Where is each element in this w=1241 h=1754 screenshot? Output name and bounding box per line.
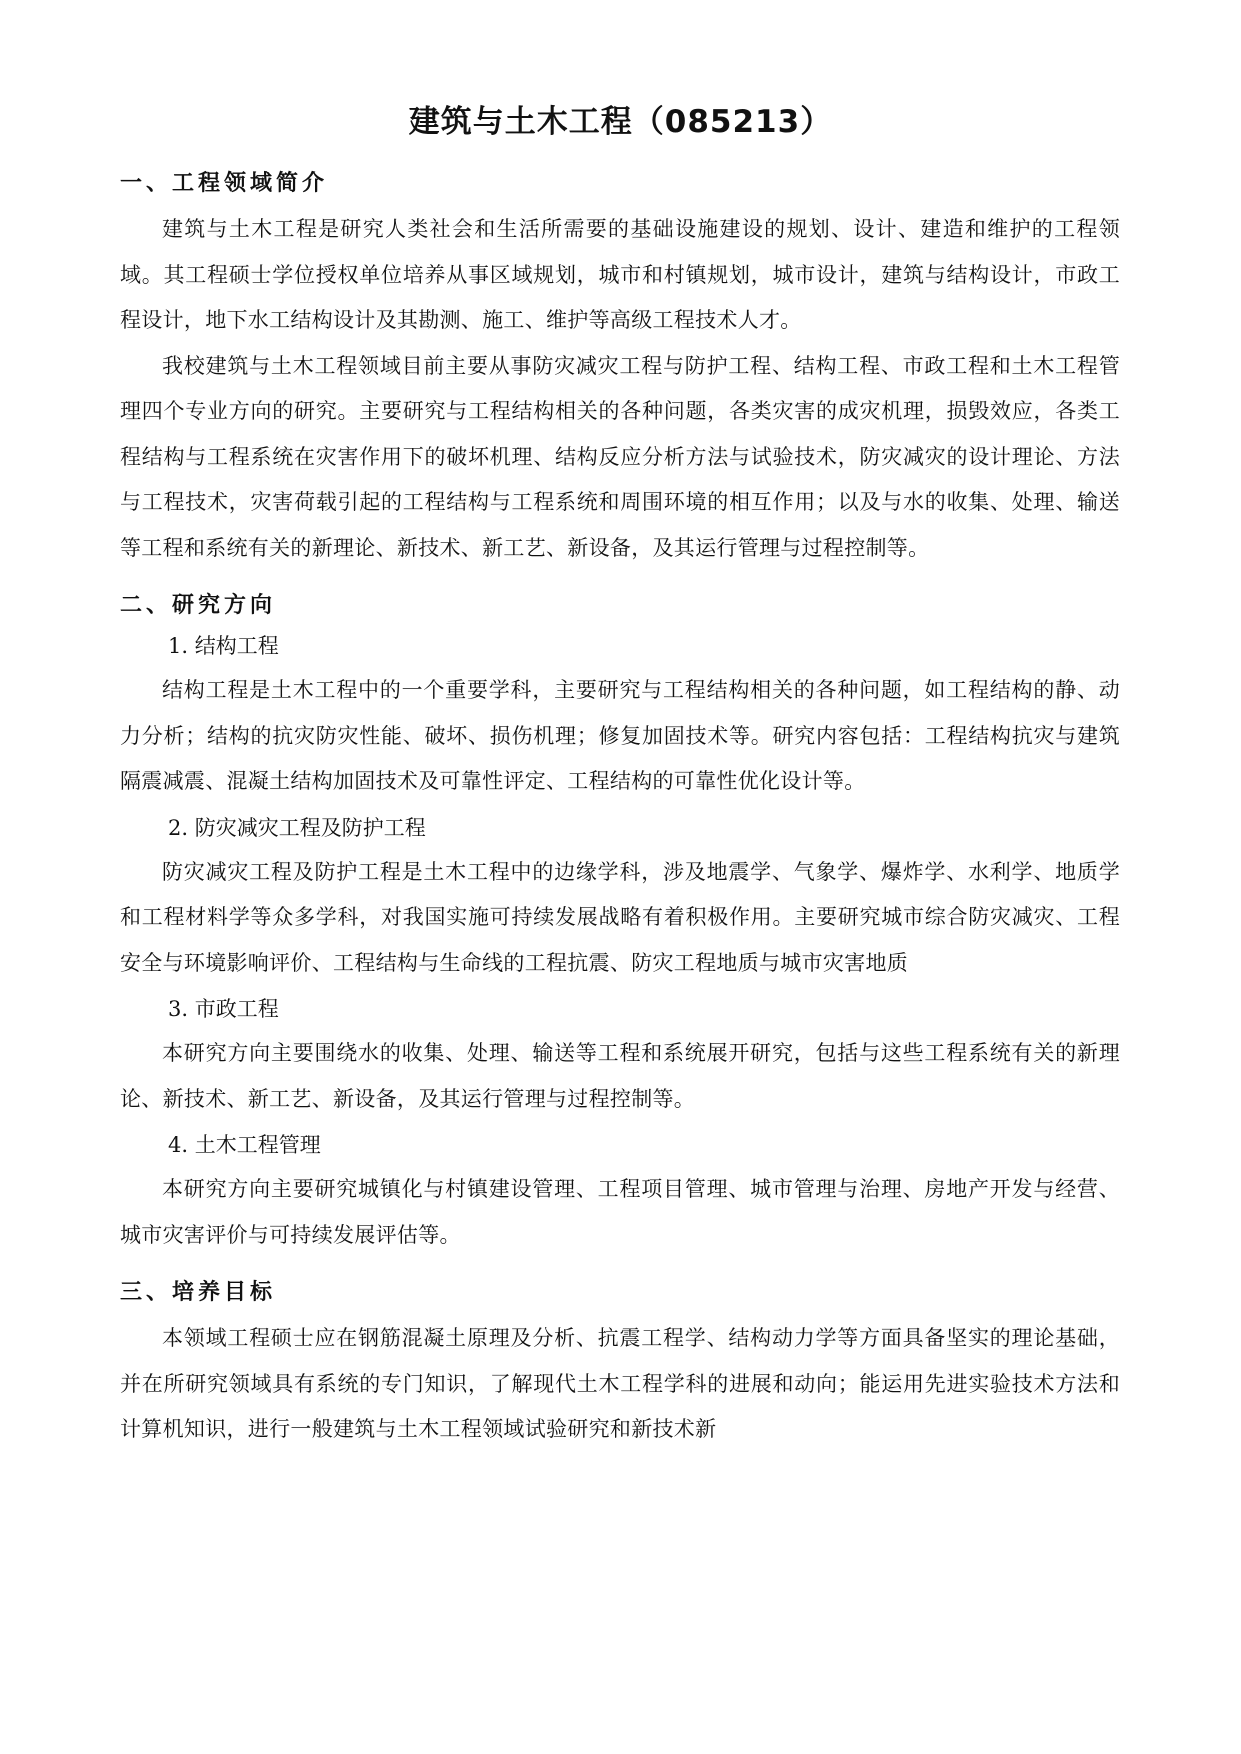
subsection-title: 1. 结构工程 [168, 634, 279, 658]
section-research-directions [120, 589, 1120, 1258]
paragraph: 建筑与土木工程是研究人类社会和生活所需要的基础设施建设的规划、设计、建造和维护的工程领域。其工程硕士学位授权单位培养从事区域规划，城市和村镇规划，城市设计，建筑与结构设计，市政工程设计，地下水工结构设计及其勘测、施工、维护等高级工程技术人才。 [120, 217, 1120, 332]
section-field-introduction [120, 167, 1120, 571]
subsection-civil-engineering-management [120, 1122, 1120, 1258]
paragraph: 防灾减灾工程及防护工程是土木工程中的边缘学科，涉及地震学、气象学、爆炸学、水利学、地质学和工程材料学等众多学科，对我国实施可持续发展战略有着积极作用。主要研究城市综合防灾减灾、工程安全与环境影响评价、工程结构与生命线的工程抗震、防灾工程地质与城市灾害地质 [120, 859, 1120, 975]
section-heading: 一、工程领域简介 [120, 171, 329, 196]
subsection-title: 4. 土木工程管理 [168, 1133, 321, 1157]
paragraph: 本研究方向主要围绕水的收集、处理、输送等工程和系统展开研究，包括与这些工程系统有关的新理论、新技术、新工艺、新设备，及其运行管理与过程控制等。 [120, 1041, 1120, 1111]
subsection-municipal-engineering [120, 986, 1120, 1122]
subsection-title: 2. 防灾减灾工程及防护工程 [168, 815, 426, 840]
subsection-structural-engineering [120, 623, 1120, 805]
document-body [120, 167, 1120, 1453]
paragraph: 本研究方向主要研究城镇化与村镇建设管理、工程项目管理、城市管理与治理、房地产开发与经营、城市灾害评价与可持续发展评估等。 [120, 1177, 1120, 1247]
subsection-title: 3. 市政工程 [168, 997, 279, 1021]
subsection-disaster-prevention [120, 805, 1120, 987]
section-heading: 二、研究方向 [120, 593, 277, 618]
paragraph: 结构工程是土木工程中的一个重要学科，主要研究与工程结构相关的各种问题，如工程结构的静、动力分析；结构的抗灾防灾性能、破坏、损伤机理；修复加固技术等。研究内容包括：工程结构抗灾与建筑隔震减震、混凝土结构加固技术及可靠性评定、工程结构的可靠性优化设计等。 [120, 678, 1120, 793]
document-title: 建筑与土木工程（085213） [408, 104, 833, 140]
paragraph: 本领域工程硕士应在钢筋混凝土原理及分析、抗震工程学、结构动力学等方面具备坚实的理论基础，并在所研究领域具有系统的专门知识，了解现代土木工程学科的进展和动向；能运用先进实验技术方法和计算机知识，进行一般建筑与土木工程领域试验研究和新技术新 [120, 1326, 1120, 1441]
section-heading: 三、培养目标 [120, 1280, 277, 1305]
paragraph: 我校建筑与土木工程领域目前主要从事防灾减灾工程与防护工程、结构工程、市政工程和土木工程管理四个专业方向的研究。主要研究与工程结构相关的各种问题，各类灾害的成灾机理，损毁效应，各类工程结构与工程系统在灾害作用下的破坏机理、结构反应分析方法与试验技术，防灾减灾的设计理论、方法与工程技术，灾害荷载引起的工程结构与工程系统和周围环境的相互作用；以及与水的收集、处理、输送等工程和系统有关的新理论、新技术、新工艺、新设备，及其运行管理与过程控制等。 [120, 353, 1120, 560]
section-training-objectives [120, 1276, 1120, 1453]
